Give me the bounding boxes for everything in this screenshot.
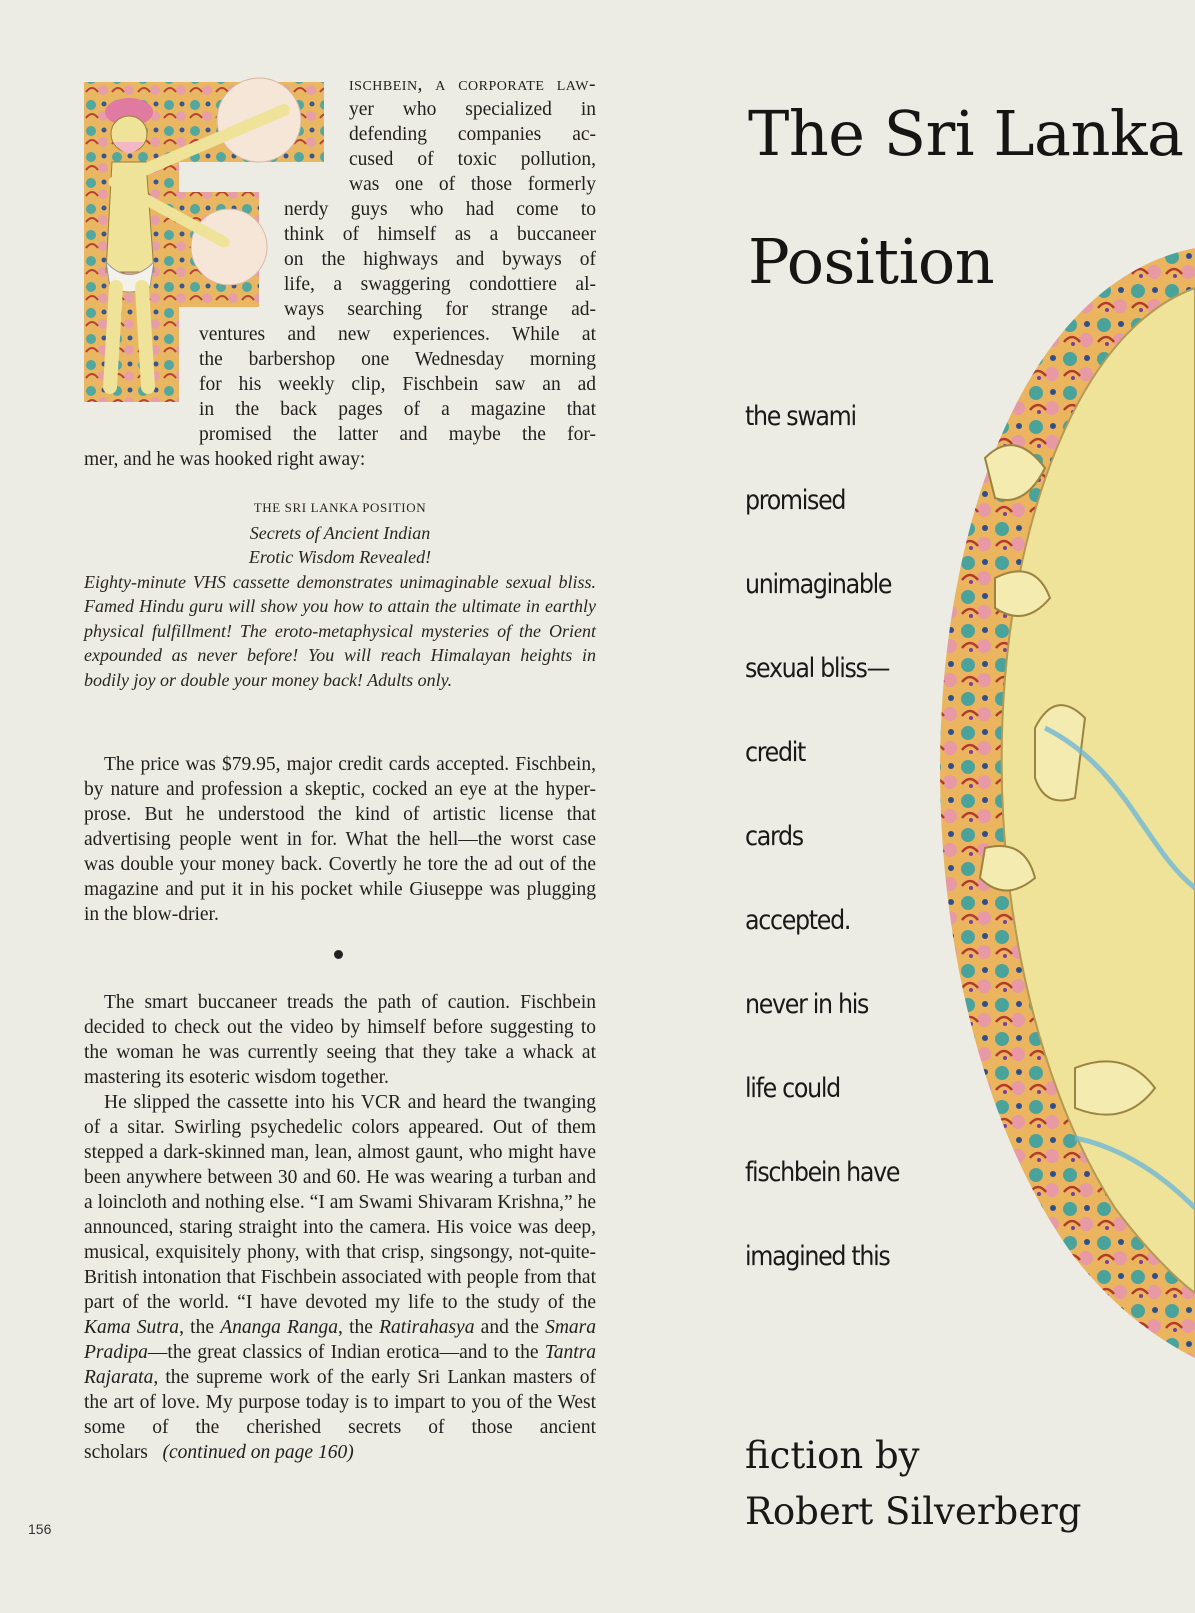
ad-body: Eighty-minute VHS cassette demonstrates unimaginable sexual bliss. Famed Hindu guru will show you how to attain the ultimate in earthly physical fulfillment! The eroto-metaphysical mysteries of the Orient expounded as never before! You will reach Himalayan heights in bodily joy or double your money back! Adults only.	[84, 571, 596, 690]
pull-quote-line: sexual bliss—	[745, 653, 890, 684]
pull-quote-line: life could	[745, 1073, 840, 1104]
pull-quote-line: unimaginable	[745, 569, 892, 600]
text-run: and the	[474, 1317, 546, 1338]
body-paragraph: The smart buccaneer treads the path of caution. Fischbein decided to check out the video by himself before suggesting to the woman he was currently seeing that they take a whack at mastering its esoteric wisdom together.	[84, 992, 596, 1088]
body-paragraph: The price was $79.95, major credit cards accepted. Fischbein, by nature and profession a skeptic, cocked an eye at the hyper-prose. But he understood the kind of artistic license that advertising people went in for. What the hell—the worst case was double your money back. Covertly he tore the ad out of the magazine and put it in his pocket while Giuseppe was plugging in the blow-drier.	[84, 754, 596, 925]
opening-line: promised the latter and maybe the for-	[199, 424, 596, 445]
pull-quote-line: imagined this	[745, 1241, 890, 1272]
opening-line: ventures and new experiences. While at	[199, 324, 596, 345]
continued-note: (continued on page 160)	[162, 1442, 354, 1463]
opening-line: life, a swaggering condottiere al-	[284, 274, 596, 295]
page-number: 156	[28, 1521, 52, 1537]
opening-line: ways searching for strange ad-	[284, 299, 596, 320]
opening-line: nerdy guys who had come to	[284, 199, 596, 220]
byline-line: fiction by	[745, 1434, 920, 1477]
pull-quote-line: the swami	[745, 401, 856, 432]
title-line: Position	[748, 225, 995, 298]
ornate-illustration	[925, 248, 1195, 1368]
pull-quote-line: cards	[745, 821, 803, 852]
opening-line: think of himself as a buccaneer	[284, 224, 596, 245]
advertisement-quote	[84, 496, 596, 692]
pull-quote-line: never in his	[745, 989, 869, 1020]
text-run: He slipped the cassette into his VCR and heard the twanging of a sitar. Swirling psychedelic colors appeared. Out of them stepped a dark-skinned man, lean, almost gaunt, who might have been anywhere between 30 and 60. He was wearing a turban and a loincloth and nothing else. “I am Swami Shivaram Krishna,” he announced, staring straight into the camera. His voice was deep, musical, exquisitely phony, with that crisp, singsongy, not-quite-British intonation that Fischbein associated with people from that part of the world. “I have devoted my life to the study of the	[84, 1092, 596, 1313]
paragraph-2-3	[84, 990, 596, 1465]
opening-line: mer, and he was hooked right away:	[84, 449, 366, 470]
pull-quote-line: promised	[745, 485, 846, 516]
opening-line: was one of those formerly	[349, 174, 596, 195]
opening-line: ischbein, a corporate law-	[349, 74, 596, 95]
text-run: , the	[179, 1317, 221, 1338]
ad-title: THE SRI LANKA POSITION	[253, 500, 427, 515]
book-title: Ratirahasya	[379, 1317, 475, 1338]
byline-line: Robert Silverberg	[745, 1490, 1082, 1533]
text-run: , the	[337, 1317, 380, 1338]
ad-subtitle: Erotic Wisdom Revealed!	[248, 547, 432, 567]
book-title: Kama Sutra	[84, 1317, 180, 1338]
text-run: , the supreme work of the early Sri Lankan masters of the art of love. My purpose today is to impart to you of the West some of the cherished secrets of those ancient scholars	[84, 1367, 596, 1463]
body-paragraph	[84, 1090, 596, 1465]
book-title: Ananga Ranga	[220, 1317, 338, 1338]
text-run: —the great classics of Indian erotica—and to the	[147, 1342, 545, 1363]
ad-subtitle: Secrets of Ancient Indian	[249, 522, 431, 543]
section-break-bullet	[334, 950, 343, 959]
byline	[745, 1428, 1082, 1540]
book-title: Smara Pradipa	[84, 1317, 596, 1363]
pull-quote-line: credit	[745, 737, 806, 768]
pull-quote	[745, 400, 899, 1324]
title-line: The Sri Lanka	[748, 97, 1184, 170]
opening-line: yer who specialized in	[349, 99, 596, 120]
opening-line: cused of toxic pollution,	[349, 149, 596, 170]
opening-line: on the highways and byways of	[284, 249, 596, 270]
opening-line: defending companies ac-	[349, 124, 596, 145]
pull-quote-line: accepted.	[745, 905, 851, 936]
pull-quote-line: fischbein have	[745, 1157, 900, 1188]
book-title: Tantra Rajarata	[84, 1342, 596, 1388]
paragraph-1	[84, 752, 596, 927]
opening-line: the barbershop one Wednesday morning	[199, 349, 596, 370]
opening-line: for his weekly clip, Fischbein saw an ad	[199, 374, 596, 395]
opening-line: in the back pages of a magazine that	[199, 399, 596, 420]
opening-paragraph	[84, 72, 596, 472]
